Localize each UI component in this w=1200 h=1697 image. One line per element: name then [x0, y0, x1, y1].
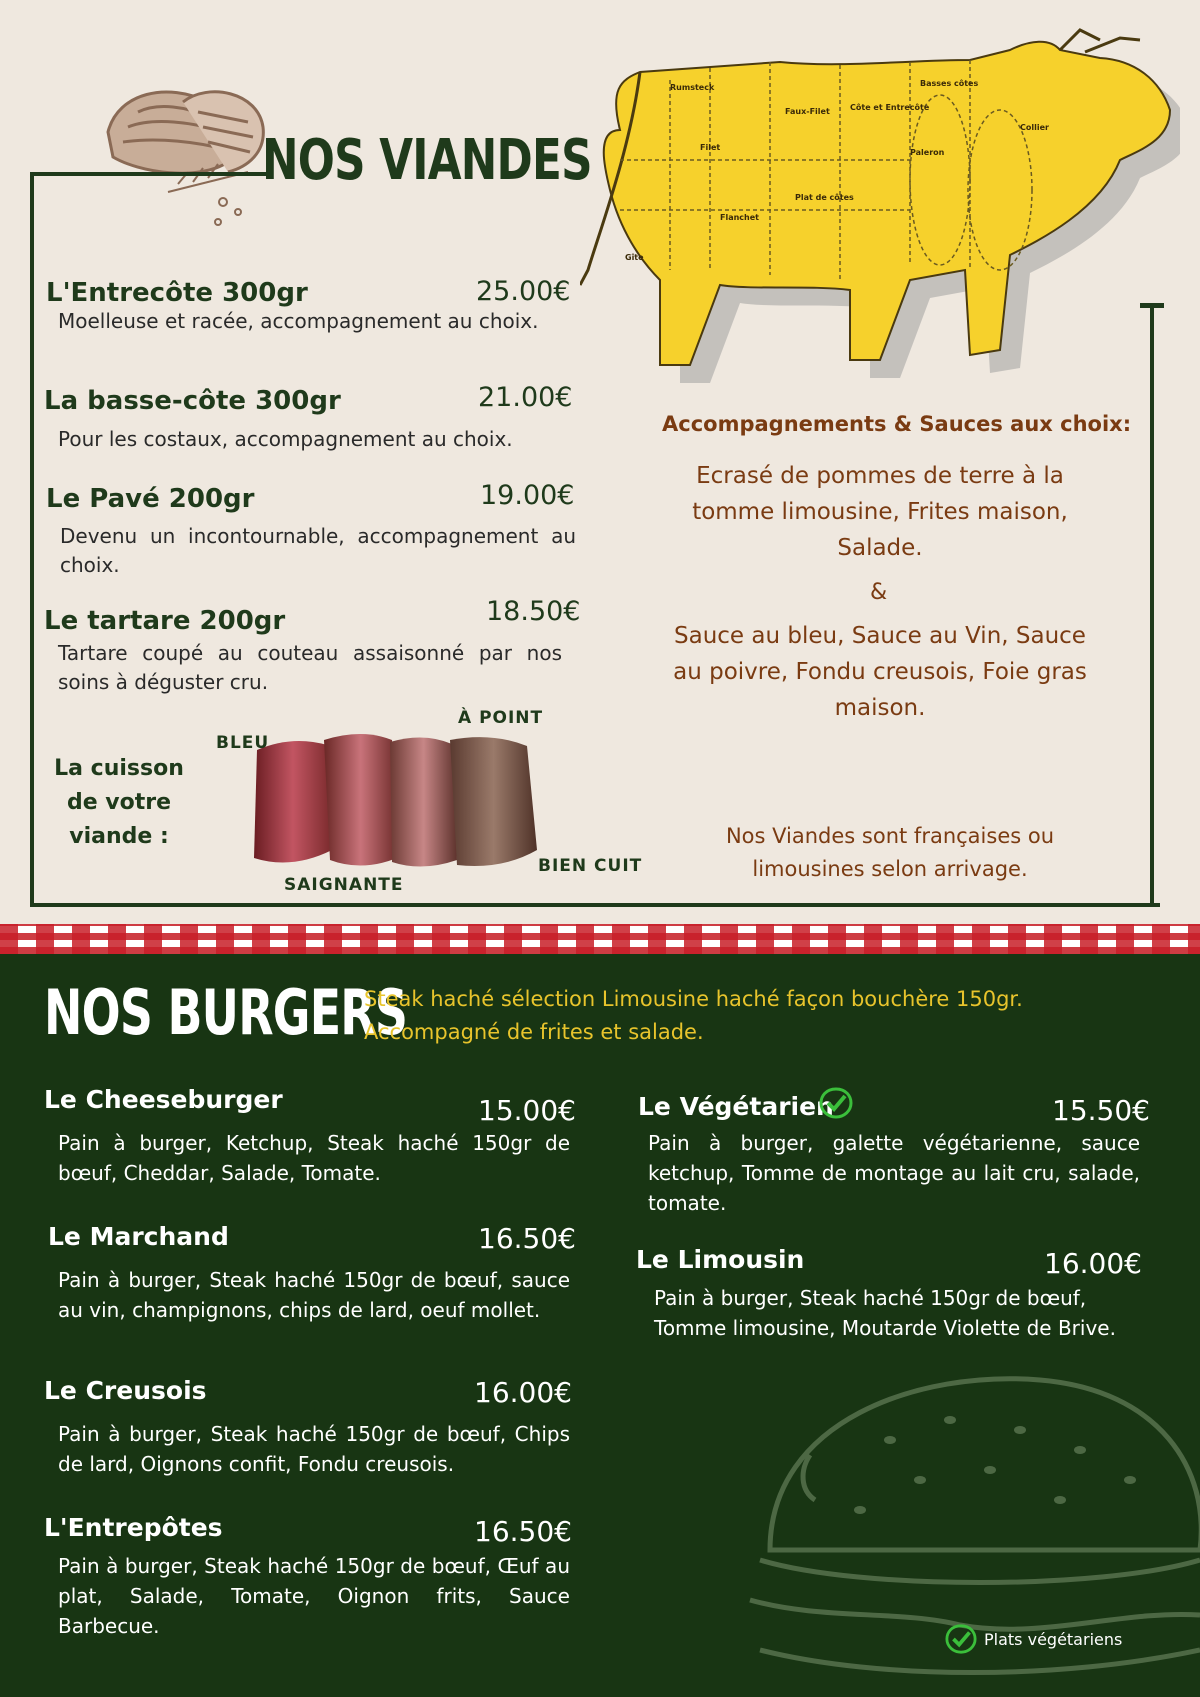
cut-collier: Collier	[1020, 123, 1049, 132]
burger-desc-marchand: Pain à burger, Steak haché 150gr de bœuf, sauce au vin, champignons, chips de lard, oeuf mollet.	[58, 1268, 570, 1322]
meat-origin-note: Nos Viandes sont françaises ou limousines selon arrivage.	[725, 824, 1055, 881]
dish-price-pave: 19.00€	[480, 480, 575, 511]
steak-sketch-icon	[98, 72, 273, 242]
burger-price-entrepotes: 16.50€	[474, 1515, 572, 1548]
cut-faux-filet: Faux-Filet	[785, 107, 830, 116]
cut-flanchet: Flanchet	[720, 213, 759, 222]
doneness-a-point: À POINT	[458, 708, 544, 728]
burger-name-limousin: Le Limousin	[636, 1245, 805, 1274]
section-title-viandes: NOS VIANDES	[262, 128, 592, 193]
frame-line-left	[30, 172, 34, 907]
veg-legend-check-icon	[944, 1623, 978, 1655]
burger-desc-creusois: Pain à burger, Steak haché 150gr de bœuf, Chips de lard, Oignons confit, Fondu creusois.	[58, 1422, 570, 1476]
dish-desc-pave: Devenu un incontournable, accompagnement au choix.	[60, 524, 576, 577]
cut-rumsteck: Rumsteck	[670, 83, 715, 92]
cut-basses-cotes: Basses côtes	[920, 79, 979, 88]
doneness-bien-cuit: BIEN CUIT	[538, 856, 643, 876]
cuisson-label: La cuisson de votre viande :	[54, 756, 184, 849]
accompagnements-sides: Ecrasé de pommes de terre à la tomme limousine, Frites maison, Salade.	[692, 463, 1068, 561]
veg-legend	[944, 1623, 1122, 1655]
accompagnements-title: Accompagnements & Sauces aux choix:	[662, 412, 1132, 436]
dish-desc-entrecote: Moelleuse et racée, accompagnement au choix.	[58, 309, 539, 333]
burger-price-cheeseburger: 15.00€	[478, 1094, 576, 1127]
veg-check-icon	[818, 1086, 854, 1120]
doneness-meat-image	[252, 730, 542, 880]
burger-name-entrepotes: L'Entrepôtes	[44, 1513, 223, 1542]
burger-name-creusois: Le Creusois	[44, 1376, 207, 1405]
dish-name-pave: Le Pavé 200gr	[46, 484, 255, 514]
burger-price-marchand: 16.50€	[478, 1222, 576, 1255]
burger-price-limousin: 16.00€	[1044, 1247, 1142, 1280]
doneness-saignante: SAIGNANTE	[284, 875, 404, 895]
dish-name-tartare: Le tartare 200gr	[44, 606, 286, 636]
checkered-divider	[0, 924, 1200, 954]
burger-name-marchand: Le Marchand	[48, 1222, 229, 1251]
cut-plat-de-cotes: Plat de côtes	[795, 193, 854, 202]
burger-price-vegetarien: 15.50€	[1052, 1094, 1150, 1127]
cow-cuts-diagram	[580, 10, 1180, 410]
cut-cote-entrecote: Côte et Entrecôte	[850, 103, 930, 112]
cut-paleron: Paleron	[910, 148, 945, 157]
dish-price-entrecote: 25.00€	[476, 276, 571, 307]
cut-filet: Filet	[700, 143, 721, 152]
burger-desc-limousin: Pain à burger, Steak haché 150gr de bœuf, Tomme limousine, Moutarde Violette de Brive.	[654, 1286, 1116, 1340]
accompagnements-amp: &	[870, 580, 888, 605]
section-title-burgers: NOS BURGERS	[44, 976, 408, 1049]
dish-desc-tartare: Tartare coupé au couteau assaisonné par nos soins à déguster cru.	[58, 641, 562, 694]
dish-name-entrecote: L'Entrecôte 300gr	[46, 278, 308, 308]
frame-line-top	[30, 172, 270, 176]
cut-gite: Gîte	[625, 253, 644, 262]
accompagnements-sauces: Sauce au bleu, Sauce au Vin, Sauce au poivre, Fondu creusois, Foie gras maison.	[673, 623, 1087, 721]
doneness-bleu: BLEU	[216, 733, 270, 753]
burger-name-cheeseburger: Le Cheeseburger	[44, 1085, 283, 1114]
dish-price-tartare: 18.50€	[486, 596, 581, 627]
dish-desc-basse-cote: Pour les costaux, accompagnement au choix.	[58, 427, 513, 451]
burger-desc-vegetarien: Pain à burger, galette végétarienne, sauce ketchup, Tomme de montage au lait cru, salade, tomate.	[648, 1131, 1140, 1215]
burgers-intro: Steak haché sélection Limousine haché façon bouchère 150gr. Accompagné de frites et salade.	[364, 987, 1023, 1044]
burger-desc-entrepotes: Pain à burger, Steak haché 150gr de bœuf, Œuf au plat, Salade, Tomate, Oignon frits, Sauce Barbecue.	[58, 1554, 570, 1638]
veg-legend-label: Plats végétariens	[984, 1629, 1123, 1649]
dish-name-basse-cote: La basse-côte 300gr	[44, 386, 341, 416]
burger-price-creusois: 16.00€	[474, 1376, 572, 1409]
frame-line-bottom	[30, 903, 1160, 907]
burger-desc-cheeseburger: Pain à burger, Ketchup, Steak haché 150gr de bœuf, Cheddar, Salade, Tomate.	[58, 1131, 570, 1185]
burger-name-vegetarien: Le Végétarien	[638, 1092, 834, 1121]
dish-price-basse-cote: 21.00€	[478, 382, 573, 413]
